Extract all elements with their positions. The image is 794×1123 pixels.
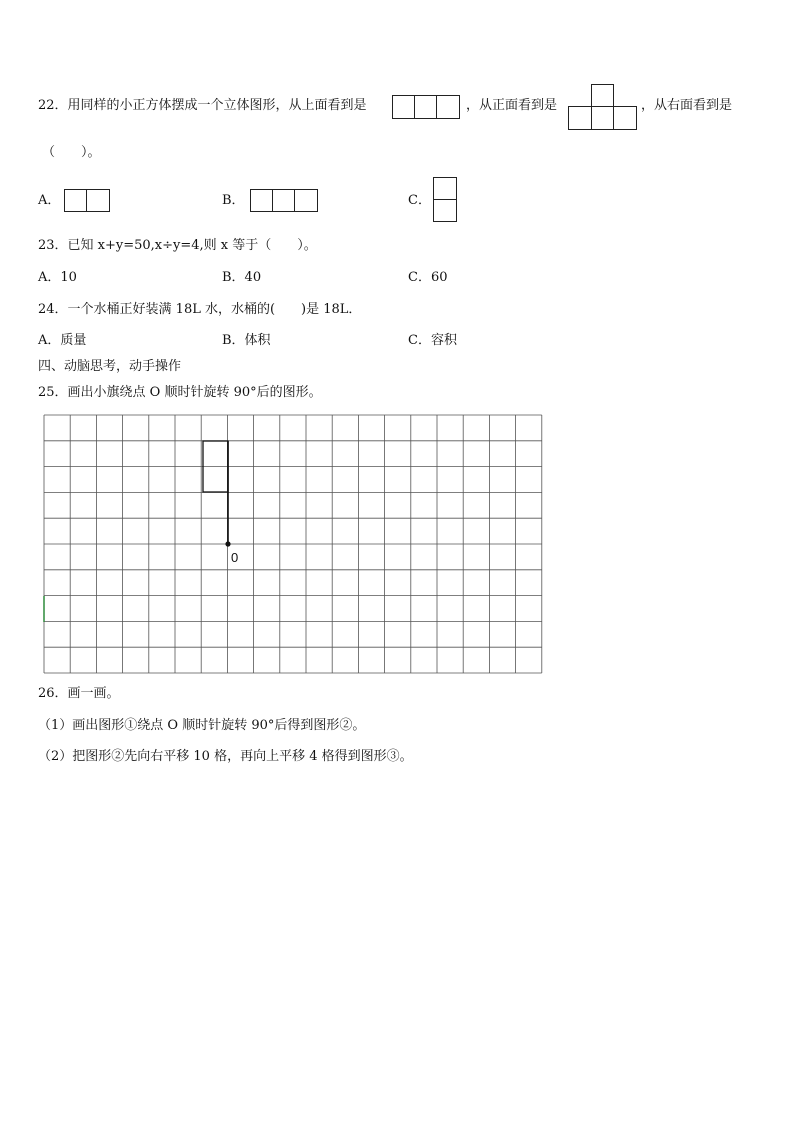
rotation-point-o: [225, 541, 230, 546]
q24-option-a: A．质量: [38, 333, 87, 348]
q26-title: 26．画一画。: [38, 686, 120, 701]
q22-prefix: 22．用同样的小正方体摆成一个立体图形，从上面看到是: [38, 98, 367, 113]
q22-answer-blank: （ ）。: [42, 145, 101, 160]
q25-text: 25．画出小旗绕点 O 顺时针旋转 90°后的图形。: [38, 385, 322, 400]
section-4-title: 四、动脑思考，动手操作: [38, 359, 182, 374]
q22-option-a-label: A．: [38, 193, 61, 208]
q24-option-b: B．体积: [222, 333, 271, 348]
grid-lines: [44, 415, 542, 673]
point-o-label: 0: [231, 550, 239, 565]
q24-text: 24．一个水桶正好装满 18L 水，水桶的( )是 18L．: [38, 302, 362, 317]
q22-mid: ，从正面看到是: [466, 98, 558, 113]
q24-option-c: C．容积: [408, 333, 457, 348]
q26-item-1: （1）画出图形①绕点 O 顺时针旋转 90°后得到图形②。: [38, 718, 366, 733]
q23-option-a: A．10: [38, 270, 77, 285]
q26-item-2: （2）把图形②先向右平移 10 格，再向上平移 4 格得到图形③。: [38, 749, 413, 764]
q22-option-b-label: B．: [222, 193, 245, 208]
q25-grid-svg: [43, 414, 544, 674]
q23-option-b: B．40: [222, 270, 262, 285]
q23-text: 23．已知 x+y=50,x÷y=4,则 x 等于（ ）。: [38, 238, 317, 253]
q23-option-c: C．60: [408, 270, 448, 285]
q22-option-c-label: C．: [408, 193, 431, 208]
q22-suffix: ，从右面看到是: [641, 98, 733, 113]
q25-grid: [43, 414, 544, 674]
